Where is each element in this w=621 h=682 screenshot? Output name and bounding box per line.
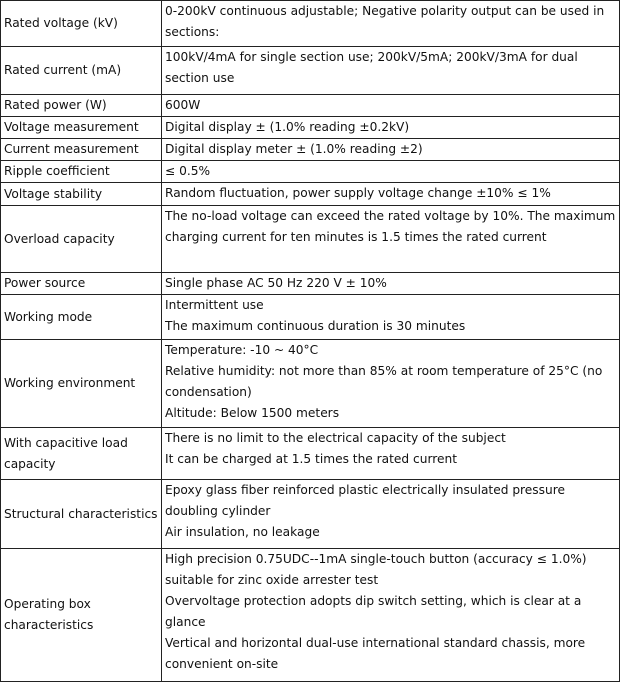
- row-value: [162, 206, 620, 273]
- table-row: [1, 206, 620, 273]
- row-label: Rated voltage (kV): [1, 1, 162, 47]
- value-line: It can be charged at 1.5 times the rated current: [165, 452, 457, 466]
- row-label: Working mode: [1, 295, 162, 340]
- row-label: Rated current (mA): [1, 47, 162, 95]
- row-value: [162, 295, 620, 340]
- row-value: [162, 273, 620, 295]
- table-row: [1, 480, 620, 549]
- row-value: [162, 117, 620, 139]
- row-value: [162, 340, 620, 428]
- value-line: Vertical and horizontal dual-use international standard chassis, more convenient on-site: [165, 636, 586, 671]
- value-line: High precision 0.75UDC--1mA single-touch button (accuracy ≤ 1.0%) suitable for zinc oxide arrester test: [165, 552, 587, 587]
- table-row: [1, 340, 620, 428]
- row-label: Voltage measurement: [1, 117, 162, 139]
- table-row: [1, 549, 620, 682]
- value-line: Digital display ± (1.0% reading ±0.2kV): [165, 120, 410, 134]
- value-line: Altitude: Below 1500 meters: [165, 406, 340, 420]
- row-label: Current measurement: [1, 139, 162, 161]
- table-row: [1, 428, 620, 480]
- value-line: Air insulation, no leakage: [165, 525, 320, 539]
- value-line: Relative humidity: not more than 85% at room temperature of 25°C (no condensation): [165, 364, 603, 399]
- row-value: [162, 549, 620, 682]
- value-line: There is no limit to the electrical capacity of the subject: [165, 431, 506, 445]
- value-line: The maximum continuous duration is 30 minutes: [165, 319, 466, 333]
- value-line: Overvoltage protection adopts dip switch setting, which is clear at a glance: [165, 594, 582, 629]
- value-line: 600W: [165, 98, 201, 112]
- value-line: The no-load voltage can exceed the rated voltage by 10%. The maximum charging current for ten minutes is 1.5 times the rated current: [165, 209, 616, 244]
- value-line: Intermittent use: [165, 298, 264, 312]
- table-row: [1, 47, 620, 95]
- row-label: Ripple coefficient: [1, 161, 162, 183]
- value-line: Temperature: -10 ~ 40°C: [165, 343, 319, 357]
- value-line: Digital display meter ± (1.0% reading ±2): [165, 142, 423, 156]
- row-value: [162, 183, 620, 206]
- value-line: ≤ 0.5%: [165, 164, 211, 178]
- row-value: [162, 139, 620, 161]
- row-label: Power source: [1, 273, 162, 295]
- row-value: [162, 47, 620, 95]
- row-value: [162, 1, 620, 47]
- row-value: [162, 480, 620, 549]
- value-line: 100kV/4mA for single section use; 200kV/5mA; 200kV/3mA for dual section use: [165, 50, 578, 85]
- row-value: [162, 95, 620, 117]
- row-label: Operating box characteristics: [1, 549, 162, 682]
- table-row: [1, 95, 620, 117]
- table-row: [1, 161, 620, 183]
- row-label: Working environment: [1, 340, 162, 428]
- value-line: Single phase AC 50 Hz 220 V ± 10%: [165, 276, 387, 290]
- row-label: Rated power (W): [1, 95, 162, 117]
- row-label: With capacitive load capacity: [1, 428, 162, 480]
- row-value: [162, 161, 620, 183]
- table-row: [1, 1, 620, 47]
- value-line: 0-200kV continuous adjustable; Negative polarity output can be used in sections:: [165, 4, 605, 39]
- table-row: [1, 117, 620, 139]
- row-value: [162, 428, 620, 480]
- table-row: [1, 273, 620, 295]
- value-line: Epoxy glass fiber reinforced plastic electrically insulated pressure doubling cylinder: [165, 483, 565, 518]
- row-label: Voltage stability: [1, 183, 162, 206]
- row-label: Structural characteristics: [1, 480, 162, 549]
- table-row: [1, 139, 620, 161]
- value-line: Random fluctuation, power supply voltage change ±10% ≤ 1%: [165, 186, 551, 200]
- row-label: Overload capacity: [1, 206, 162, 273]
- table-row: [1, 295, 620, 340]
- table-row: [1, 183, 620, 206]
